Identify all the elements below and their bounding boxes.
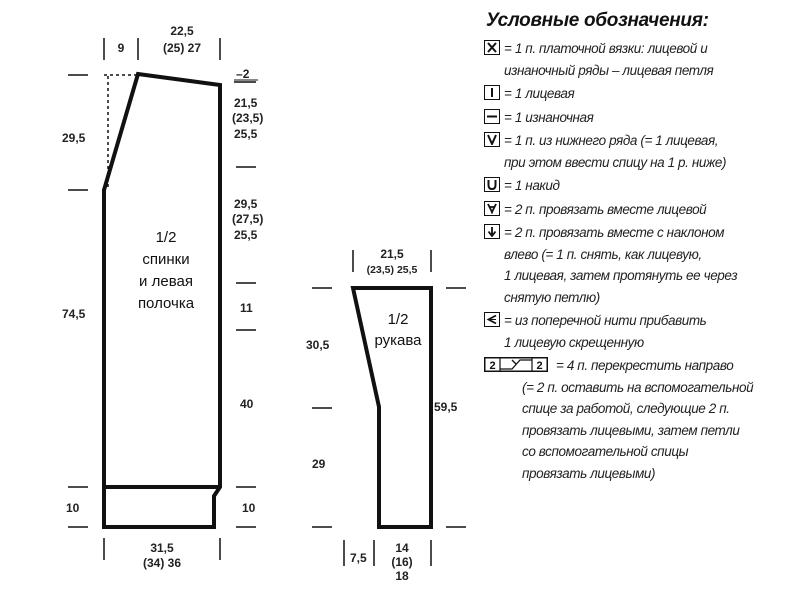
sleeve-bottom-right-dim-2: (16) — [391, 555, 413, 569]
legend-line: 1 лицевую скрещенную — [504, 334, 644, 350]
sleeve-top-dim-2: (23,5) 25,5 — [366, 264, 418, 276]
yarn-over-icon — [484, 177, 500, 192]
cable-right-count: 2 — [536, 360, 543, 372]
sleeve-top-dim-1: 21,5 — [380, 247, 404, 261]
legend-line: = 1 п. платочной вязки: лицевой и — [504, 41, 708, 56]
legend-line: 1 лицевая, затем протянуть ее через — [504, 268, 738, 283]
legend-line: со вспомогательной спицы — [522, 444, 689, 459]
back-bottom-dim-1: 31,5 — [150, 541, 174, 555]
back-right-dim-1b: (23,5) — [232, 111, 264, 125]
legend-item — [484, 83, 796, 105]
legend-line: = 2 п. провязать вместе лицевой — [504, 201, 707, 217]
legend-item — [484, 199, 796, 221]
sleeve-left-lower-dim: 29 — [312, 457, 326, 471]
legend-line: (= 2 п. оставить на вспомогательной — [522, 379, 754, 395]
legend — [484, 10, 796, 486]
sleeve-label-line-2: рукава — [374, 332, 422, 349]
back-left-upper-dim: 29,5 — [62, 131, 86, 145]
legend-line: при этом ввести спицу на 1 р. ниже) — [504, 154, 727, 170]
legend-line: спице за работой, следующие 2 п. — [522, 401, 730, 416]
back-left-bottom-dim: 10 — [66, 501, 80, 515]
sleeve-bottom-right-dim-3: 18 — [395, 569, 409, 583]
legend-line: = 2 п. провязать вместе с наклоном — [504, 225, 725, 240]
sleeve-label-line-1: 1/2 — [387, 311, 409, 328]
back-left-lower-dim: 74,5 — [62, 307, 86, 321]
sleeve-left-upper-dim: 30,5 — [306, 338, 330, 352]
legend-line: = 1 изнаночная — [504, 109, 594, 125]
legend-line: = из поперечной нити прибавить — [504, 313, 707, 328]
back-and-left-front-piece — [62, 24, 263, 570]
v-symbol-icon — [484, 132, 500, 147]
back-right-dim-1a: 21,5 — [234, 96, 258, 110]
shoulder-slope-dim: –2 — [236, 67, 250, 81]
k2tog-icon — [484, 201, 500, 216]
legend-item — [484, 107, 796, 129]
legend-item — [484, 310, 796, 353]
sleeve-right-dim: 59,5 — [434, 400, 458, 414]
x-symbol-icon — [484, 40, 500, 55]
back-label-line-2: спинки — [142, 251, 190, 268]
sleeve-bottom-right-dim-1: 14 — [395, 541, 409, 555]
ssk-icon — [484, 224, 500, 239]
legend-line: провязать лицевыми, затем петли — [522, 422, 740, 438]
cable-left-count: 2 — [489, 360, 496, 372]
sleeve-piece — [306, 247, 466, 583]
legend-item — [484, 222, 796, 308]
back-top-left-dim: 9 — [117, 41, 125, 55]
legend-line: = 4 п. перекрестить направо — [556, 358, 734, 373]
legend-line: влево (= 1 п. снять, как лицевую, — [504, 246, 702, 262]
legend-line: = 1 лицевая — [504, 86, 575, 101]
legend-line: = 1 п. из нижнего ряда (= 1 лицевая, — [504, 133, 719, 148]
back-label-line-1: 1/2 — [155, 229, 177, 246]
legend-line: = 1 накид — [504, 178, 560, 193]
back-top-right-dim-2: (25) 27 — [162, 41, 202, 55]
legend-line: провязать лицевыми) — [522, 465, 656, 481]
back-top-right-dim-1: 22,5 — [170, 24, 194, 38]
legend-item — [484, 130, 796, 173]
back-right-dim-2a: 29,5 — [234, 197, 258, 211]
back-label-line-4: полочка — [137, 295, 195, 312]
legend-item — [484, 175, 796, 197]
sleeve-bottom-left-dim: 7,5 — [350, 551, 367, 565]
legend-title: Условные обозначения: — [486, 10, 709, 31]
back-right-dim-2c: 25,5 — [234, 228, 258, 242]
legend-line: изнаночный ряды – лицевая петля — [504, 62, 714, 78]
back-right-dim-3: 11 — [240, 301, 253, 315]
make-one-icon — [484, 312, 500, 327]
back-label-line-3: и левая — [139, 273, 193, 290]
back-right-dim-2b: (27,5) — [232, 212, 264, 226]
back-right-dim-5: 10 — [242, 501, 256, 515]
back-bottom-dim-2: (34) 36 — [142, 556, 182, 570]
knit-stitch-icon — [484, 85, 500, 100]
legend-item — [484, 38, 796, 81]
back-right-dim-4: 40 — [240, 397, 254, 411]
legend-item — [484, 355, 796, 484]
purl-stitch-icon — [484, 109, 500, 124]
back-right-dim-1c: 25,5 — [234, 127, 258, 141]
legend-line: снятую петлю) — [504, 289, 600, 305]
